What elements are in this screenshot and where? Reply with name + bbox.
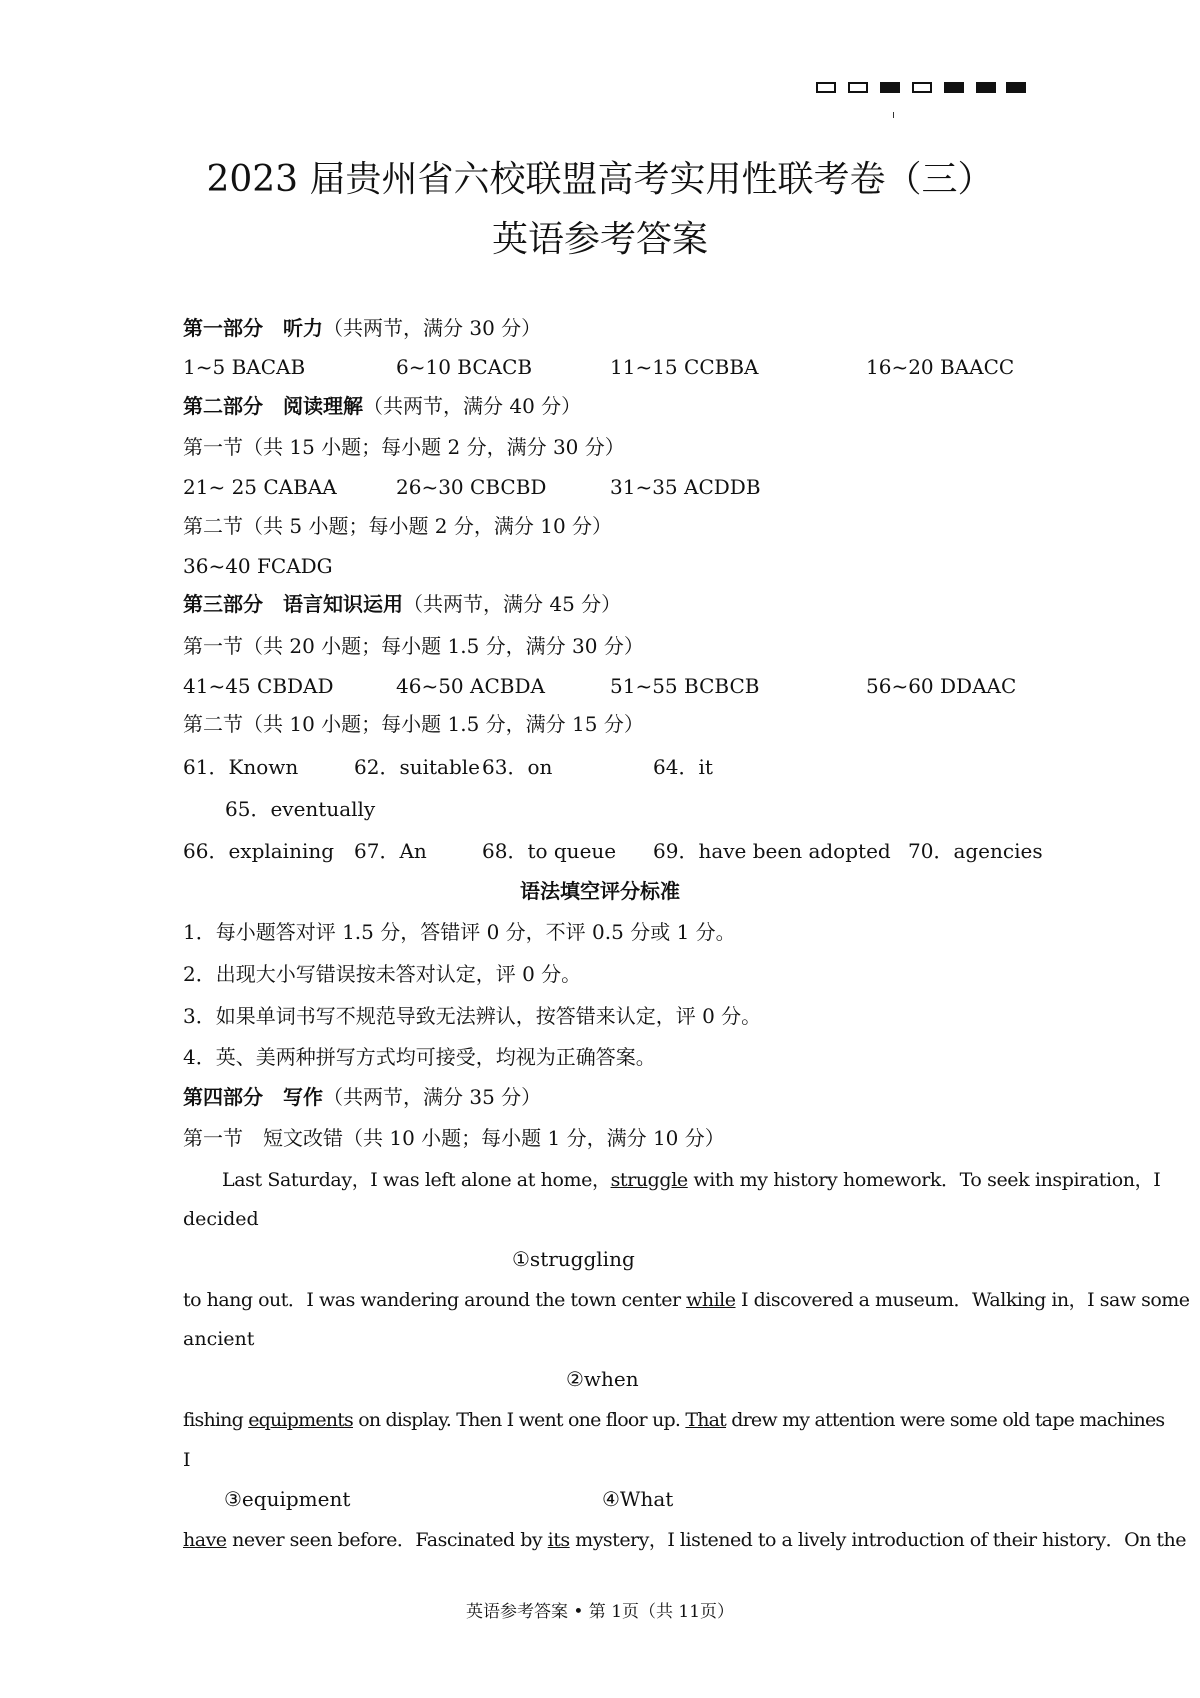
answer-group: 51~55 BCBCB	[610, 674, 760, 698]
passage-line: I	[183, 1449, 191, 1471]
page-title: 2023 届贵州省六校联盟高考实用性联考卷（三）	[206, 159, 994, 200]
answer-group: 36~40 FCADG	[183, 554, 333, 578]
fill-answer: 66．explaining	[183, 839, 335, 863]
fill-answer: 63．on	[482, 755, 553, 779]
criteria-item: 1．每小题答对评 1.5 分，答错评 0 分，不评 0.5 分或 1 分。	[183, 920, 736, 944]
passage-line: to hang out．I was wandering around the town center while I discovered a museum．Walking in，I saw some	[183, 1289, 1190, 1311]
passage-line: have never seen before．Fascinated by its mystery，I listened to a lively introduction of their history．On the	[183, 1529, 1187, 1551]
correction-label: ③equipment	[224, 1487, 351, 1511]
fill-answer: 62．suitable	[354, 755, 480, 779]
page-subtitle: 英语参考答案	[491, 219, 708, 260]
part2-heading: 第二部分 阅读理解（共两节，满分 40 分）	[183, 394, 582, 418]
passage-line: fishing equipments on display. Then I went one floor up. That drew my attention were some old tape machines	[183, 1409, 1165, 1431]
part1-heading: 第一部分 听力（共两节，满分 30 分）	[183, 316, 542, 340]
section-heading: 第一节 短文改错（共 10 小题；每小题 1 分，满分 10 分）	[183, 1126, 725, 1150]
answer-group: 46~50 ACBDA	[396, 674, 545, 698]
page-footer: 英语参考答案 • 第 1页（共 11页）	[465, 1602, 735, 1622]
fill-answer: 64．it	[653, 755, 713, 779]
correction-label: ②when	[566, 1367, 639, 1391]
answer-group: 26~30 CBCBD	[396, 475, 547, 499]
correction-label: ④What	[602, 1487, 674, 1511]
criteria-item: 4．英、美两种拼写方式均可接受，均视为正确答案。	[183, 1045, 656, 1069]
fill-answer: 65．eventually	[225, 797, 376, 821]
fill-answer: 68．to queue	[482, 839, 617, 863]
passage-line: decided	[183, 1208, 259, 1230]
part3-heading: 第三部分 语言知识运用（共两节，满分 45 分）	[183, 592, 622, 616]
tick-mark	[893, 112, 894, 118]
fill-answer: 61．Known	[183, 755, 299, 779]
id-mark-hollow	[912, 82, 932, 93]
section-heading: 第二节（共 5 小题；每小题 2 分，满分 10 分）	[183, 514, 613, 538]
answer-group: 31~35 ACDDB	[610, 475, 761, 499]
part4-heading: 第四部分 写作（共两节，满分 35 分）	[183, 1085, 542, 1109]
passage-line: Last Saturday，I was left alone at home，struggle with my history homework．To seek inspiration，I	[222, 1169, 1161, 1191]
error-word: its	[547, 1529, 570, 1551]
id-mark-filled	[880, 82, 900, 93]
answer-group: 6~10 BCACB	[396, 355, 533, 379]
error-word: while	[686, 1289, 736, 1311]
fill-answer: 70．agencies	[908, 839, 1043, 863]
criteria-title: 语法填空评分标准	[520, 879, 680, 903]
id-mark-filled	[976, 82, 996, 93]
section-heading: 第一节（共 15 小题；每小题 2 分，满分 30 分）	[183, 435, 625, 459]
id-mark-hollow	[848, 82, 868, 93]
criteria-item: 3．如果单词书写不规范导致无法辨认，按答错来认定，评 0 分。	[183, 1004, 762, 1028]
criteria-item: 2．出现大小写错误按未答对认定，评 0 分。	[183, 962, 582, 986]
correction-label: ①struggling	[512, 1247, 635, 1271]
answer-group: 11~15 CCBBA	[610, 355, 759, 379]
error-word: That	[685, 1409, 727, 1431]
answer-group: 21~ 25 CABAA	[183, 475, 337, 499]
fill-answer: 67．An	[354, 839, 427, 863]
answer-group: 41~45 CBDAD	[183, 674, 334, 698]
answer-group: 1~5 BACAB	[183, 355, 306, 379]
error-word: equipments	[248, 1409, 353, 1431]
id-mark-hollow	[816, 82, 836, 93]
id-mark-filled	[1006, 82, 1026, 93]
answer-group: 16~20 BAACC	[866, 355, 1015, 379]
fill-answer: 69．have been adopted	[653, 839, 891, 863]
section-heading: 第一节（共 20 小题；每小题 1.5 分，满分 30 分）	[183, 634, 644, 658]
error-word: struggle	[610, 1169, 688, 1191]
id-mark-filled	[944, 82, 964, 93]
section-heading: 第二节（共 10 小题；每小题 1.5 分，满分 15 分）	[183, 712, 644, 736]
passage-line: ancient	[183, 1328, 255, 1350]
error-word: have	[183, 1529, 227, 1551]
answer-group: 56~60 DDAAC	[866, 674, 1017, 698]
